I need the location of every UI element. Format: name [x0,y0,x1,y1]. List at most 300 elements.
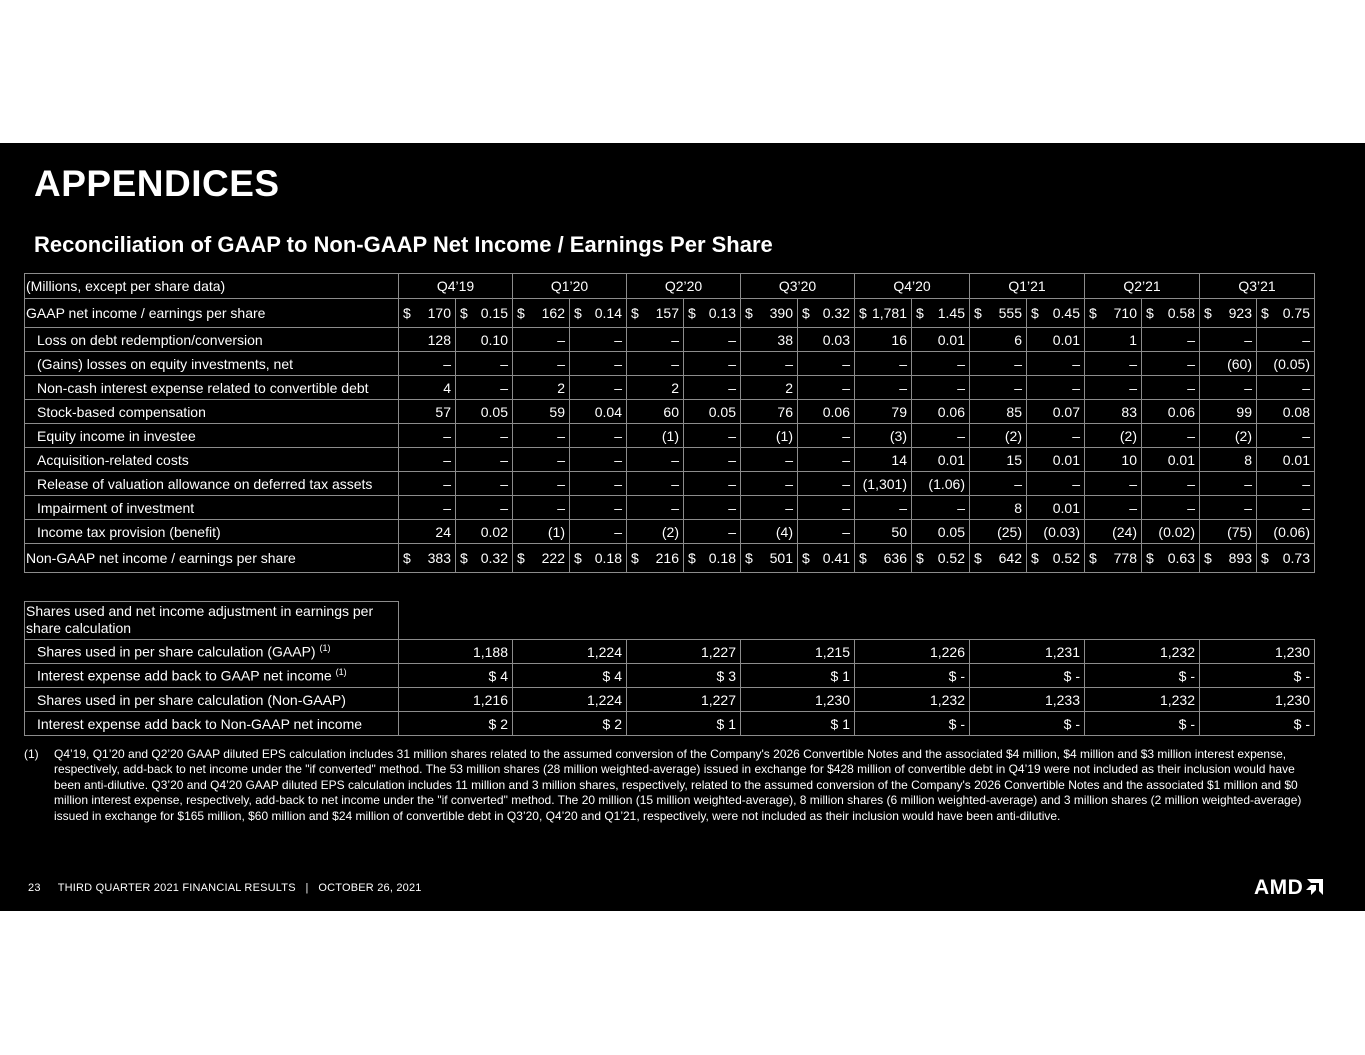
value-cell: 0.05 [684,400,741,424]
currency-symbol: $ [460,550,468,566]
value-cell: (2) [627,520,684,544]
blank-cell [1200,602,1315,640]
currency-symbol: $ [974,305,982,321]
value-cell: – [1085,376,1142,400]
value-cell: – [1085,472,1142,496]
value-cell [1200,299,1257,328]
value-cell: (0.06) [1257,520,1315,544]
value-cell: – [855,376,912,400]
value-cell: – [1027,352,1085,376]
value-cell: – [741,496,798,520]
value-cell [912,544,970,573]
value-cell: – [855,496,912,520]
row-label: Acquisition-related costs [25,448,399,472]
value-cell: 0.04 [570,400,627,424]
value-cell: – [798,448,855,472]
value-cell: – [627,472,684,496]
currency-symbol: $ [1089,550,1097,566]
value-cell: – [798,376,855,400]
currency-symbol: $ [1204,305,1212,321]
value-cell: 76 [741,400,798,424]
value-cell: – [798,496,855,520]
value-cell: – [684,376,741,400]
value-cell: – [513,424,570,448]
value-cell: – [912,376,970,400]
header-label: (Millions, except per share data) [25,274,399,299]
shares-header-row [25,602,1315,640]
value-cell: (1,301) [855,472,912,496]
quarter-header: Q3’21 [1200,274,1315,299]
value-cell: 50 [855,520,912,544]
value-cell: 8 [970,496,1027,520]
footer [28,882,422,894]
blank-cell [741,602,855,640]
value-cell: 0.10 [456,328,513,352]
currency-symbol: $ [403,305,411,321]
footnote-ref: (1) [319,643,331,654]
value-cell: (4) [741,520,798,544]
value-cell [513,544,570,573]
value-cell [513,299,570,328]
value-cell: (24) [1085,520,1142,544]
value-cell: – [970,352,1027,376]
currency-symbol: $ [802,305,810,321]
currency-symbol: $ [1089,305,1097,321]
currency-symbol: $ [631,305,639,321]
currency-symbol: $ [517,305,525,321]
value-cell [970,544,1027,573]
value-cell: 57 [399,400,456,424]
currency-symbol: $ [974,550,982,566]
row-label: Income tax provision (benefit) [25,520,399,544]
adjustment-row [25,448,1315,472]
adjustment-row [25,424,1315,448]
cell-value: 923 [1228,305,1252,321]
cell-value: 1.45 [937,305,965,321]
value-cell: – [456,448,513,472]
cell-value: 893 [1228,550,1252,566]
value-cell: – [684,352,741,376]
value-cell: $ 1 [741,664,855,688]
row-label [25,640,399,664]
value-cell: 0.02 [456,520,513,544]
row-label: Loss on debt redemption/conversion [25,328,399,352]
value-cell: $ 1 [627,712,741,736]
value-cell: – [513,352,570,376]
value-cell: $ - [1085,712,1200,736]
cell-value: 390 [769,305,793,321]
shares-row [25,712,1315,736]
value-cell: 1,232 [1085,688,1200,712]
value-cell: – [627,352,684,376]
value-cell: 0.01 [912,448,970,472]
value-cell [970,299,1027,328]
value-cell: – [684,448,741,472]
value-cell: 1,232 [1085,640,1200,664]
value-cell: 1,232 [855,688,970,712]
value-cell: – [1200,328,1257,352]
footnote-ref: (1) [335,667,347,678]
value-cell: – [684,472,741,496]
shares-header-label: Shares used and net income adjustment in earnings per share calculation [25,602,399,640]
currency-symbol: $ [745,550,753,566]
cell-value: 642 [998,550,1022,566]
currency-symbol: $ [802,550,810,566]
value-cell [456,299,513,328]
footnote-text: Q4’19, Q1’20 and Q2’20 GAAP diluted EPS calculation includes 31 million shares related to the assumed conversion of the Company's 2026 Convertible Notes and the associated $4 million, $4 million and $3 million interest expense, respectively, add-back to net income under the "if converted" method. The 53 million shares (28 million weighted-average) issued in exchange for $428 million of convertible debt in Q4’19 were not included as their inclusion would have been anti-dilutive. Q3’20 and Q4’20 GAAP diluted EPS calculation includes 11 million and 3 million shares, respectively, related to the assumed conversion of the Company's 2026 Convertible Notes and the associated $1 million and $0 million interest expense, respectively, add-back to net income under the "if converted" method. The 20 million (15 million weighted-average), 8 million shares (6 million weighted-average) and 3 million shares (2 million weighted-average) issued in exchange for $165 million, $60 million and $24 million of convertible debt in Q3’20, Q4’20 and Q1’21, respectively, were not included as their inclusion would have been anti-dilutive. [54,747,1302,823]
value-cell: – [798,520,855,544]
value-cell: 0.01 [1027,496,1085,520]
value-cell: 79 [855,400,912,424]
value-cell: – [798,352,855,376]
currency-symbol: $ [460,305,468,321]
value-cell: – [570,496,627,520]
value-cell: $ 4 [399,664,513,688]
value-cell: 99 [1200,400,1257,424]
value-cell: – [456,376,513,400]
row-label: Release of valuation allowance on deferred tax assets [25,472,399,496]
adjustment-row [25,400,1315,424]
value-cell: (75) [1200,520,1257,544]
footnote [24,747,1324,824]
value-cell: – [798,472,855,496]
slide [0,143,1365,911]
cell-value: 778 [1113,550,1137,566]
gaap-row [25,299,1315,328]
value-cell: 1 [1085,328,1142,352]
value-cell: – [912,352,970,376]
value-cell [627,544,684,573]
value-cell: – [570,448,627,472]
value-cell: 10 [1085,448,1142,472]
nongaap-row-label: Non-GAAP net income / earnings per share [25,544,399,573]
value-cell: – [798,424,855,448]
currency-symbol: $ [688,550,696,566]
value-cell [855,544,912,573]
adjustment-row [25,520,1315,544]
value-cell: – [1257,328,1315,352]
value-cell: 8 [1200,448,1257,472]
adjustment-row [25,496,1315,520]
quarter-header: Q4’20 [855,274,970,299]
cell-value: 0.41 [822,550,850,566]
value-cell: – [684,424,741,448]
cell-value: 710 [1113,305,1137,321]
cell-value: 170 [427,305,451,321]
row-label-text: Interest expense add back to GAAP net income [37,667,332,684]
value-cell: 85 [970,400,1027,424]
value-cell: – [970,376,1027,400]
value-cell: – [456,352,513,376]
shares-row [25,688,1315,712]
value-cell: (1) [627,424,684,448]
value-cell: – [970,472,1027,496]
currency-symbol: $ [403,550,411,566]
row-label [25,688,399,712]
row-label [25,712,399,736]
value-cell: 0.05 [456,400,513,424]
value-cell: (2) [970,424,1027,448]
value-cell [627,299,684,328]
value-cell [1257,299,1315,328]
cell-value: 0.15 [480,305,508,321]
value-cell: $ - [855,712,970,736]
value-cell: 24 [399,520,456,544]
value-cell: – [1142,376,1200,400]
value-cell: – [570,424,627,448]
value-cell: 4 [399,376,456,400]
value-cell: (1) [741,424,798,448]
value-cell: (1) [513,520,570,544]
blank-cell [513,602,627,640]
value-cell: 16 [855,328,912,352]
cell-value: 636 [883,550,907,566]
value-cell [1027,544,1085,573]
value-cell [570,299,627,328]
currency-symbol: $ [1031,550,1039,566]
value-cell: $ - [1085,664,1200,688]
currency-symbol: $ [916,550,924,566]
value-cell: 83 [1085,400,1142,424]
value-cell: – [1085,352,1142,376]
value-cell [855,299,912,328]
cell-value: 0.73 [1282,550,1310,566]
value-cell: $ - [1200,712,1315,736]
value-cell: – [570,376,627,400]
reconciliation-table [24,273,1315,573]
blank-cell [855,602,970,640]
currency-symbol: $ [1261,305,1269,321]
blank-cell [399,602,513,640]
value-cell: – [1142,496,1200,520]
quarter-header: Q2’20 [627,274,741,299]
value-cell: $ - [970,712,1085,736]
row-label-text: Interest expense add back to Non-GAAP net income [37,715,363,732]
value-cell: – [399,352,456,376]
value-cell: – [684,520,741,544]
value-cell [399,544,456,573]
value-cell: – [855,352,912,376]
adjustment-row [25,352,1315,376]
value-cell: – [1142,424,1200,448]
shares-row [25,664,1315,688]
value-cell: – [1142,472,1200,496]
quarter-header: Q1’21 [970,274,1085,299]
cell-value: 0.63 [1167,550,1195,566]
value-cell: – [627,496,684,520]
value-cell: 1,227 [627,640,741,664]
value-cell: $ - [1200,664,1315,688]
cell-value: 162 [541,305,565,321]
value-cell: (0.05) [1257,352,1315,376]
currency-symbol: $ [859,550,867,566]
value-cell: – [570,520,627,544]
value-cell: $ 1 [741,712,855,736]
cell-value: 0.18 [708,550,736,566]
amd-logo [1254,876,1323,900]
value-cell: – [1200,496,1257,520]
value-cell: – [399,496,456,520]
value-cell: 0.01 [1142,448,1200,472]
cell-value: 0.32 [822,305,850,321]
value-cell: – [741,472,798,496]
cell-value: 383 [427,550,451,566]
value-cell [399,299,456,328]
value-cell: – [1257,376,1315,400]
amd-arrow-icon [1305,879,1323,897]
value-cell: 0.03 [798,328,855,352]
value-cell: (3) [855,424,912,448]
gaap-row-label: GAAP net income / earnings per share [25,299,399,328]
value-cell: – [399,424,456,448]
value-cell: – [1142,328,1200,352]
value-cell: – [1027,472,1085,496]
footer-text: THIRD QUARTER 2021 FINANCIAL RESULTS | OCTOBER 26, 2021 [57,882,422,894]
currency-symbol: $ [1146,305,1154,321]
page-subtitle: Reconciliation of GAAP to Non-GAAP Net Income / Earnings Per Share [34,232,773,257]
cell-value: 157 [655,305,679,321]
value-cell: – [1257,424,1315,448]
value-cell: – [513,496,570,520]
cell-value: 0.58 [1167,305,1195,321]
value-cell [1142,299,1200,328]
shares-table [24,601,1315,736]
value-cell: 0.01 [912,328,970,352]
currency-symbol: $ [574,550,582,566]
cell-value: 0.52 [1052,550,1080,566]
value-cell: 1,230 [1200,640,1315,664]
value-cell [741,544,798,573]
currency-symbol: $ [916,305,924,321]
value-cell: – [741,352,798,376]
adjustment-row [25,376,1315,400]
currency-symbol: $ [688,305,696,321]
quarter-header: Q1’20 [513,274,627,299]
value-cell: 1,231 [970,640,1085,664]
value-cell: – [627,328,684,352]
value-cell: – [684,496,741,520]
row-label: (Gains) losses on equity investments, net [25,352,399,376]
value-cell [1027,299,1085,328]
shares-row [25,640,1315,664]
value-cell: 60 [627,400,684,424]
value-cell: $ 2 [513,712,627,736]
value-cell: (25) [970,520,1027,544]
row-label-text: Shares used in per share calculation (Non-GAAP) [37,691,346,708]
value-cell: – [399,448,456,472]
value-cell: 0.06 [912,400,970,424]
value-cell: 59 [513,400,570,424]
cell-value: 1,781 [871,305,907,321]
currency-symbol: $ [745,305,753,321]
cell-value: 0.75 [1282,305,1310,321]
value-cell: 1,230 [741,688,855,712]
value-cell: $ - [970,664,1085,688]
nongaap-row [25,544,1315,573]
cell-value: 0.32 [480,550,508,566]
value-cell: – [1085,496,1142,520]
row-label: Non-cash interest expense related to convertible debt [25,376,399,400]
row-label: Equity income in investee [25,424,399,448]
value-cell: (0.03) [1027,520,1085,544]
value-cell: 1,188 [399,640,513,664]
value-cell: 1,215 [741,640,855,664]
value-cell: (0.02) [1142,520,1200,544]
value-cell: – [741,448,798,472]
value-cell: 1,230 [1200,688,1315,712]
page-number: 23 [28,882,41,894]
page-title: APPENDICES [34,163,280,204]
value-cell: – [1200,472,1257,496]
cell-value: 222 [541,550,565,566]
cell-value: 216 [655,550,679,566]
value-cell: – [1027,376,1085,400]
value-cell: 2 [627,376,684,400]
value-cell: 0.01 [1027,448,1085,472]
header-row [25,274,1315,299]
value-cell: $ - [855,664,970,688]
value-cell: – [570,328,627,352]
value-cell [912,299,970,328]
row-label-text: Shares used in per share calculation (GAAP) [37,643,316,660]
quarter-header: Q3’20 [741,274,855,299]
value-cell: – [684,328,741,352]
cell-value: 0.13 [708,305,736,321]
value-cell: 1,227 [627,688,741,712]
value-cell: – [627,448,684,472]
currency-symbol: $ [631,550,639,566]
adjustment-row [25,328,1315,352]
cell-value: 0.18 [594,550,622,566]
footnote-mark: (1) [24,747,39,761]
value-cell: (2) [1085,424,1142,448]
currency-symbol: $ [517,550,525,566]
value-cell: 38 [741,328,798,352]
value-cell: 0.05 [912,520,970,544]
blank-cell [970,602,1085,640]
cell-value: 0.45 [1052,305,1080,321]
blank-cell [627,602,741,640]
row-label: Impairment of investment [25,496,399,520]
value-cell: (60) [1200,352,1257,376]
value-cell: (2) [1200,424,1257,448]
logo-text: AMD [1254,876,1304,899]
value-cell: 14 [855,448,912,472]
value-cell: $ 3 [627,664,741,688]
value-cell: – [912,424,970,448]
currency-symbol: $ [1031,305,1039,321]
blank-cell [1085,602,1200,640]
value-cell: – [1257,496,1315,520]
value-cell: – [456,424,513,448]
value-cell [1257,544,1315,573]
quarter-header: Q4’19 [399,274,513,299]
value-cell: 0.07 [1027,400,1085,424]
value-cell: 0.08 [1257,400,1315,424]
cell-value: 0.52 [937,550,965,566]
value-cell [684,299,741,328]
value-cell: – [513,328,570,352]
quarter-header: Q2’21 [1085,274,1200,299]
value-cell: (1.06) [912,472,970,496]
value-cell: 1,216 [399,688,513,712]
value-cell [570,544,627,573]
value-cell: – [399,472,456,496]
value-cell: 0.06 [1142,400,1200,424]
row-label: Stock-based compensation [25,400,399,424]
value-cell: – [570,472,627,496]
value-cell [741,299,798,328]
